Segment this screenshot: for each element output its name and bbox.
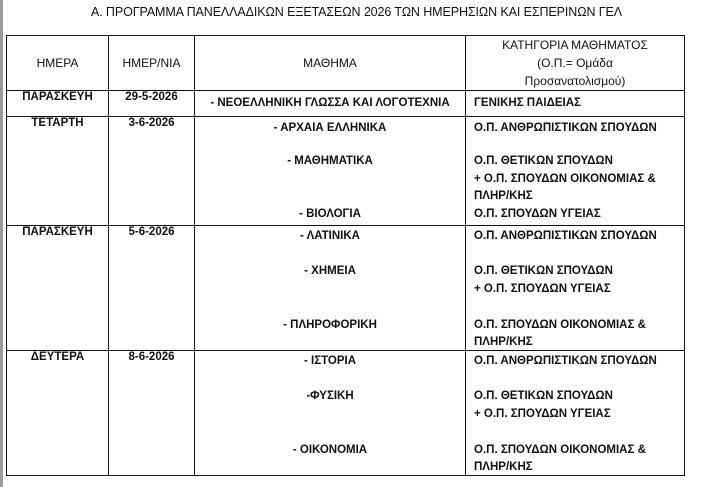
- category-line: Ο.Π. ΣΠΟΥΔΩΝ ΟΙΚΟΝΟΜΙΑΣ &: [474, 444, 646, 456]
- subject-item: - ΛΑΤΙΝΙΚΑ: [300, 230, 360, 242]
- header-day: ΗΜΕΡΑ: [7, 36, 109, 91]
- category-line: ΠΛΗΡ/ΚΗΣ: [474, 336, 533, 348]
- cell-subjects: [195, 226, 466, 351]
- cell-day: ΠΑΡΑΣΚΕΥΗ: [7, 91, 109, 117]
- category-line: + Ο.Π. ΣΠΟΥΔΩΝ ΥΓΕΙΑΣ: [474, 283, 611, 295]
- subject-item: - ΧΗΜΕΙΑ: [304, 265, 356, 277]
- table-row: [7, 226, 685, 351]
- cell-date: 5-6-2026: [109, 226, 195, 351]
- cell-date: 29-5-2026: [109, 91, 195, 117]
- category-line: Ο.Π. ΑΝΘΡΩΠΙΣΤΙΚΩΝ ΣΠΟΥΔΩΝ: [474, 122, 657, 134]
- subject-item: - ΑΡΧΑΙΑ ΕΛΛΗΝΙΚΑ: [273, 122, 387, 134]
- category-line: Ο.Π. ΘΕΤΙΚΩΝ ΣΠΟΥΔΩΝ: [474, 155, 613, 167]
- category-line: Ο.Π. ΣΠΟΥΔΩΝ ΥΓΕΙΑΣ: [474, 208, 601, 220]
- cell-date: 8-6-2026: [109, 351, 195, 476]
- category-line: Ο.Π. ΘΕΤΙΚΩΝ ΣΠΟΥΔΩΝ: [474, 265, 613, 277]
- header-date: ΗΜΕΡ/ΝΙΑ: [109, 36, 195, 91]
- cell-categories: [466, 226, 685, 351]
- cell-categories: [466, 91, 685, 117]
- subject-item: - ΟΙΚΟΝΟΜΙΑ: [292, 444, 368, 456]
- category-line: Ο.Π. ΑΝΘΡΩΠΙΣΤΙΚΩΝ ΣΠΟΥΔΩΝ: [474, 230, 657, 242]
- category-line: ΠΛΗΡ/ΚΗΣ: [474, 461, 533, 473]
- subject-item: - ΝΕΟΕΛΛΗΝΙΚΗ ΓΛΩΣΣΑ ΚΑΙ ΛΟΓΟΤΕΧΝΙΑ: [210, 97, 450, 109]
- category-line: + Ο.Π. ΣΠΟΥΔΩΝ ΟΙΚΟΝΟΜΙΑΣ &: [474, 173, 656, 185]
- cell-subjects: [195, 117, 466, 226]
- cell-date: 3-6-2026: [109, 117, 195, 226]
- category-line: + Ο.Π. ΣΠΟΥΔΩΝ ΥΓΕΙΑΣ: [474, 408, 611, 420]
- cell-categories: [466, 351, 685, 476]
- cell-subjects: [195, 351, 466, 476]
- category-line: Ο.Π. ΘΕΤΙΚΩΝ ΣΠΟΥΔΩΝ: [474, 390, 613, 402]
- cell-day: ΤΕΤΑΡΤΗ: [7, 117, 109, 226]
- table-row: [7, 91, 685, 117]
- cell-day: ΔΕΥΤΕΡΑ: [7, 351, 109, 476]
- subject-item: - ΒΙΟΛΟΓΙΑ: [299, 208, 361, 220]
- table-row: [7, 117, 685, 226]
- category-line: Ο.Π. ΑΝΘΡΩΠΙΣΤΙΚΩΝ ΣΠΟΥΔΩΝ: [474, 355, 657, 367]
- subject-item: - ΜΑΘΗΜΑΤΙΚΑ: [287, 155, 373, 167]
- subject-item: -ΦΥΣΙΚΗ: [306, 390, 354, 402]
- subject-item: - ΙΣΤΟΡΙΑ: [303, 355, 357, 367]
- header-category-line2: (Ο.Π.= Ομάδα: [537, 56, 613, 70]
- category-line: ΓΕΝΙΚΗΣ ΠΑΙΔΕΙΑΣ: [474, 97, 581, 109]
- category-line: Ο.Π. ΣΠΟΥΔΩΝ ΟΙΚΟΝΟΜΙΑΣ &: [474, 319, 646, 331]
- header-category: [466, 36, 685, 91]
- page-edge-divider: [0, 0, 3, 487]
- header-category-line3: Προσανατολισμού): [524, 74, 626, 88]
- cell-day: ΠΑΡΑΣΚΕΥΗ: [7, 226, 109, 351]
- header-category-line1: ΚΑΤΗΓΟΡΙΑ ΜΑΘΗΜΑΤΟΣ: [502, 38, 648, 52]
- header-subject: ΜΑΘΗΜΑ: [195, 36, 466, 91]
- subject-item: - ΠΛΗΡΟΦΟΡΙΚΗ: [283, 319, 377, 331]
- cell-categories: [466, 117, 685, 226]
- table-row: [7, 351, 685, 476]
- document-title: Α. ΠΡΟΓΡΑΜΜΑ ΠΑΝΕΛΛΑΔΙΚΩΝ ΕΞΕΤΑΣΕΩΝ 2026 ΤΩΝ ΗΜΕΡΗΣΙΩΝ ΚΑΙ ΕΣΠΕΡΙΝΩΝ ΓΕΛ: [90, 5, 623, 19]
- cell-subjects: [195, 91, 466, 117]
- category-line: ΠΛΗΡ/ΚΗΣ: [474, 190, 533, 202]
- exam-schedule-table: [6, 35, 685, 476]
- table-header-row: [7, 36, 685, 91]
